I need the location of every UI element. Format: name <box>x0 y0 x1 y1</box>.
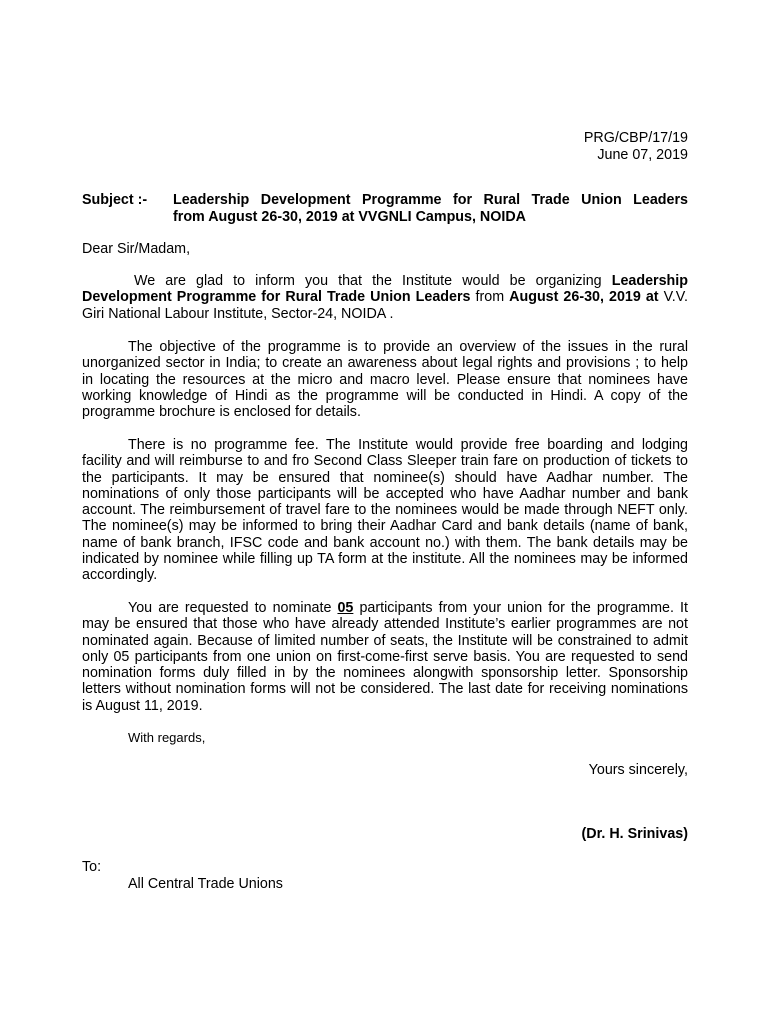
paragraph-fees <box>82 437 688 584</box>
intro-text-3: V.V. Giri National Labour Institute, Sector-24, NOIDA . <box>82 289 688 322</box>
salutation: Dear Sir/Madam, <box>82 241 191 257</box>
intro-text-2: from <box>470 289 510 306</box>
fees-text: There is no programme fee. The Institute would provide free boarding and lodging facility and will reimburse to and fro Second Class Sleeper train fare on production of tickets to the participants. It may be ensured that nominee(s) should have Aadhar number. The nominations of only those participants will be accepted who have Aadhar number and bank account. The reimbursement of travel fare to the nominees would be made through NEFT only. The nominee(s) may be informed to bring their Aadhar Card and bank details (name of bank, name of bank branch, IFSC code and bank account no.) with them. The bank details may be indicated by nominee while filling up TA form at the institute. All the nominees may be informed accordingly. <box>82 437 688 584</box>
intro-text-1: We are glad to inform you that the Institute would be organizing <box>134 273 612 289</box>
objective-text: The objective of the programme is to provide an overview of the issues in the rural unorganized sector in India; to create an awareness about legal rights and provisions ; to help in locating the resources at the micro and macro level. Please ensure that nominees have working knowledge of Hindi as the programme will be conducted in Hindi. A copy of the programme brochure is enclosed for details. <box>82 339 688 421</box>
signatory-name: (Dr. H. Srinivas) <box>581 826 688 842</box>
regards: With regards, <box>128 730 206 745</box>
letter-date: June 07, 2019 <box>597 147 688 163</box>
participant-count: 05 <box>337 600 354 616</box>
to-label: To: <box>82 859 102 875</box>
programme-dates: August 26-30, 2019 at <box>509 289 659 306</box>
subject-line-1: Leadership Development Programme for Rural Trade Union Leaders <box>173 192 688 208</box>
paragraph-objective <box>82 339 688 420</box>
paragraph-nomination <box>82 600 688 714</box>
nomination-text-1: You are requested to nominate <box>128 600 338 616</box>
reference-block <box>584 130 688 164</box>
yours-sincerely: Yours sincerely, <box>588 762 688 778</box>
paragraph-intro <box>82 273 688 322</box>
subject-label: Subject :- <box>82 192 148 208</box>
addressee: All Central Trade Unions <box>128 876 283 892</box>
subject-line-2: from August 26-30, 2019 at VVGNLI Campus, NOIDA <box>173 209 527 225</box>
reference-number: PRG/CBP/17/19 <box>583 130 688 146</box>
nomination-text-2: participants from your union for the programme. It may be ensured that those who have already attended Institute’s earlier programmes are not nominated again. Because of limited number of seats, the Institute will be constrained to admit only 05 participants from one union on first-come-first serve basis. You are requested to send nomination forms duly filled in by the nominees alongwith sponsorship letter. Sponsorship letters without nomination forms will not be considered. The last date for receiving nominations is August 11, 2019. <box>82 600 688 714</box>
programme-name: Leadership Development Programme for Rural Trade Union Leaders <box>82 273 688 306</box>
